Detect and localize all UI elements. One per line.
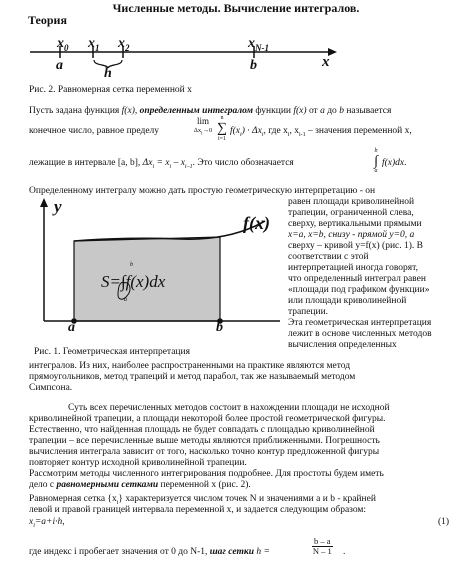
para4-line4: трапеции – все перечисленные выше методы являются приближенными. Погрешность bbox=[29, 436, 380, 446]
para5-line2: дело с равномерными сетками переменной x (рис. 2). bbox=[29, 480, 251, 490]
limit-expression: lim $\Delta x_i\to 0$ bbox=[193, 116, 213, 137]
figure1-caption: Рис. 1. Геометрическая интерпретация bbox=[34, 347, 190, 357]
para4-line1: Суть всех перечисленных методов состоит в нахождении площади не исходной bbox=[68, 403, 390, 413]
right-line: или площади криволинейной bbox=[288, 296, 407, 306]
right-line: сверху – кривой y=f(x) (рис. 1). В bbox=[288, 241, 424, 251]
figure1-limit-top: b bbox=[130, 262, 133, 268]
last-line: где индекс i пробегает значения от 0 до N-1, шаг сетки h = bbox=[29, 547, 270, 557]
grid-label-x0: $x_0$ bbox=[57, 36, 69, 53]
grid-label-x2: $x_2$ bbox=[118, 36, 130, 53]
para2-first-line: Определенному интегралу можно дать простую геометрическую интерпретацию - он bbox=[29, 186, 376, 196]
grid-label-x1: $x_1$ bbox=[88, 36, 100, 53]
grid-label-b: b bbox=[250, 58, 257, 73]
right-line: лежит в основе численных методов bbox=[288, 329, 432, 339]
right-line: равен площади криволинейной bbox=[288, 197, 415, 207]
para4-line6: повторяет контур исходной криволинейной трапеции. bbox=[29, 458, 247, 468]
right-line: вычисления определенных bbox=[288, 340, 397, 350]
figure1-function-label: f(x) bbox=[243, 213, 270, 233]
y-axis-arrow bbox=[40, 198, 48, 207]
para4-line2: криволинейной трапеции, а площади некоторой более простой геометрической фигуры. bbox=[29, 414, 386, 424]
figure2-caption: Рис. 2. Равномерная сетка переменной x bbox=[29, 85, 192, 95]
para6-line1: Равномерная сетка $\{x_i\}$ характеризуется числом точек N и значениями a и b - крайней bbox=[29, 494, 376, 506]
function-curve bbox=[74, 221, 265, 241]
right-line: трапеции. bbox=[288, 307, 329, 317]
para3-line3: Симпсона. bbox=[29, 383, 73, 393]
page-title: Численные методы. Вычисление интегралов. bbox=[112, 1, 360, 15]
figure1-label-a: a bbox=[68, 320, 75, 335]
figure1-limit-bottom: a bbox=[124, 297, 127, 303]
grid-axis-label: x bbox=[322, 54, 330, 70]
para4-line5: вычисления интеграла зависит от того, насколько точно контур предложенной фигуры bbox=[29, 447, 380, 457]
grid-label-h: h bbox=[104, 66, 112, 81]
last-line-end: . bbox=[343, 547, 346, 557]
right-line: соответствии с этой bbox=[288, 252, 369, 262]
step-fraction: $\frac{b - a}{N - 1}$ bbox=[312, 536, 332, 556]
formula-1-number: (1) bbox=[438, 517, 450, 527]
right-line: интерпретацией иногда говорят, bbox=[288, 263, 418, 273]
right-line: x=a, x=b, снизу - прямой y=0, а bbox=[288, 230, 415, 240]
integral-notation: b ∫ a bbox=[374, 148, 378, 174]
figure1-y-label: y bbox=[54, 197, 62, 216]
integral-body: f(x)dx. bbox=[382, 158, 407, 168]
grid-label-xn: $x_{N-1}$ bbox=[248, 36, 269, 53]
right-line: сверху, вертикальными прямыми bbox=[288, 219, 422, 229]
grid-label-a: a bbox=[56, 58, 63, 73]
right-line: что определенный интеграл равен bbox=[288, 274, 426, 284]
figure1-area-formula: S=∫f(x)dx bbox=[101, 272, 166, 291]
para5-line1: Рассмотрим методы численного интегрирования подробнее. Для простоты будем иметь bbox=[29, 469, 384, 479]
formula-1: $x_i=a+i\cdot h$, bbox=[29, 517, 65, 529]
grid-figure bbox=[28, 34, 348, 88]
section-heading: Теория bbox=[28, 13, 67, 27]
para4-line3: Естественно, что найденная площадь не будет совпадать с площадью криволинейной bbox=[29, 425, 375, 435]
para1-line2b: $f(x_i) \cdot \Delta x_i$, где $x_i$, $x_{i-1}$ – значения переменной x, bbox=[230, 126, 412, 138]
figure1-label-b: b bbox=[216, 320, 223, 335]
right-line: Эта геометрическая интерпретация bbox=[288, 318, 432, 328]
para3-line1: интегралов. Из них, наиболее распространенными на практике являются метод bbox=[29, 361, 351, 371]
right-line: трапеции, ограниченной слева, bbox=[288, 208, 414, 218]
para1-line3: лежащие в интервале [a, b], $\Delta x_i = x_i - x_{i-1}$. Это число обозначается bbox=[29, 158, 294, 170]
para1-line1: Пусть задана функция f(x), определенным интегралом функции f(x) от a до b называется bbox=[29, 106, 392, 116]
right-column-text bbox=[288, 197, 460, 351]
sum-expression: n ∑ i=1 bbox=[217, 115, 227, 142]
para6-line2: левой и правой границей интервала переменной x, и задается следующим образом: bbox=[29, 505, 367, 515]
right-line: «площади под графиком функции» bbox=[288, 285, 430, 295]
para1-line2a: конечное число, равное пределу bbox=[29, 126, 160, 136]
para3-line2: прямоугольников, метод трапеций и метод парабол, так же называемый методом bbox=[29, 372, 356, 382]
